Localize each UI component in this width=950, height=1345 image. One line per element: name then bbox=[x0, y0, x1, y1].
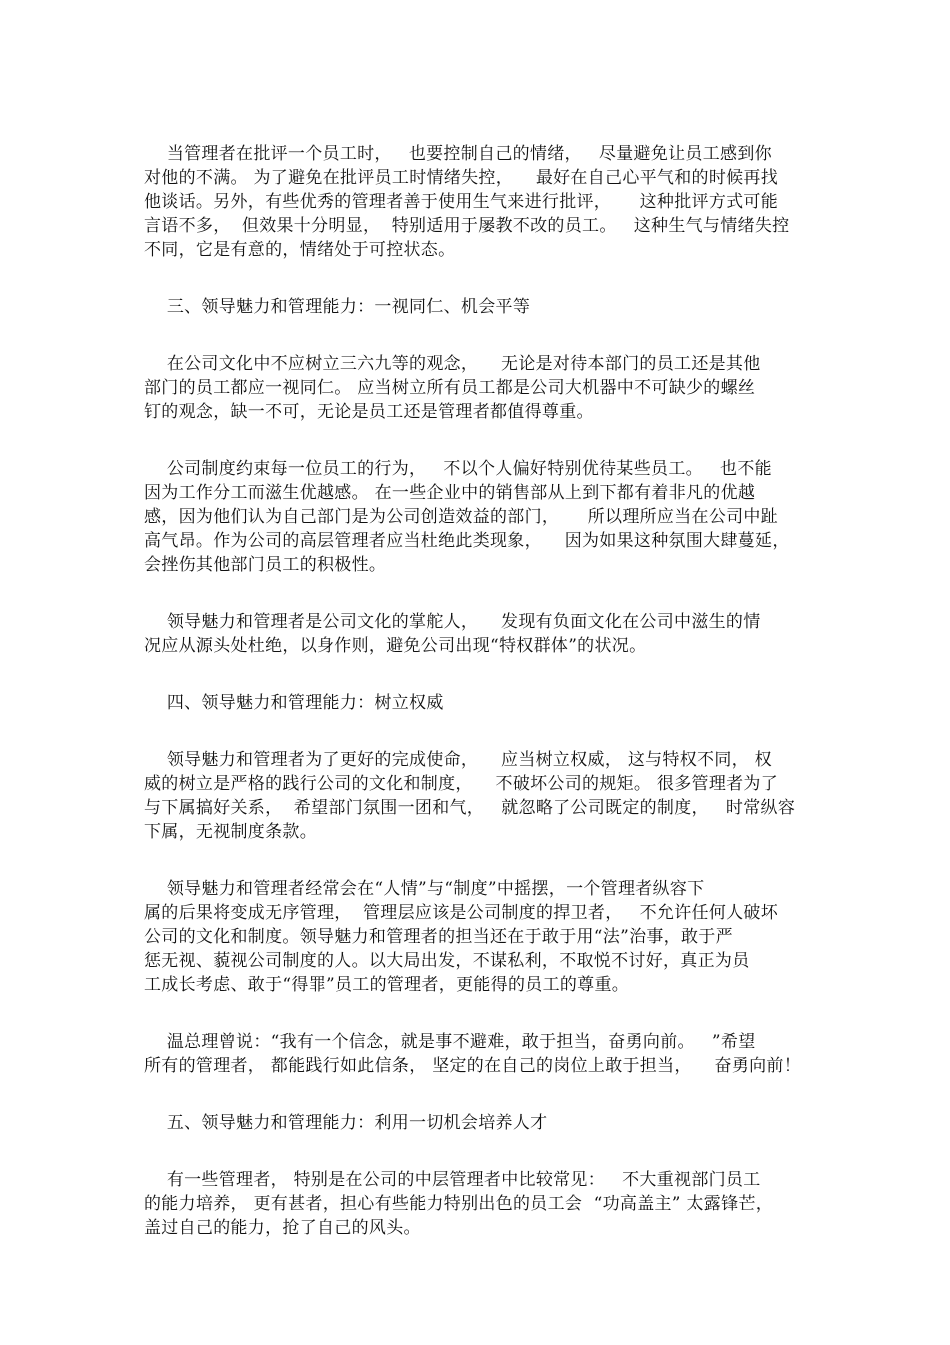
paragraph-line: 领导魅力和管理者是公司文化的掌舵人， 发现有负面文化在公司中滋生的情 bbox=[144, 612, 761, 632]
paragraph-gap bbox=[144, 844, 810, 877]
paragraph-line: 领导魅力和管理者为了更好的完成使命， 应当树立权威， 这与特权不同， 权 bbox=[144, 750, 772, 770]
paragraph-6 bbox=[144, 877, 810, 997]
paragraph-8 bbox=[144, 1168, 810, 1240]
paragraph-line: 当管理者在批评一个员工时， 也要控制自己的情绪， 尽量避免让员工感到你 bbox=[144, 144, 772, 164]
paragraph-line: 与下属搞好关系， 希望部门氛围一团和气， 就忽略了公司既定的制度， 时常纵容 bbox=[144, 798, 796, 818]
section-heading-3: 三、领导魅力和管理能力：一视同仁、机会平等 bbox=[144, 297, 531, 317]
paragraph-gap bbox=[144, 577, 810, 610]
paragraph-line: 盖过自己的能力，抢了自己的风头。 bbox=[144, 1218, 421, 1238]
paragraph-line: 高气昂。作为公司的高层管理者应当杜绝此类现象， 因为如果这种氛围大肆蔓延， bbox=[144, 531, 790, 551]
paragraph-line: 言语不多， 但效果十分明显， 特别适用于屡教不改的员工。 这种生气与情绪失控 bbox=[144, 216, 790, 236]
paragraph-gap bbox=[144, 997, 810, 1030]
paragraph-line: 况应从源头处杜绝，以身作则，避免公司出现“特权群体”的状况。 bbox=[144, 636, 647, 656]
paragraph-4 bbox=[144, 610, 810, 658]
paragraph-gap bbox=[144, 658, 810, 691]
paragraph-line: 下属，无视制度条款。 bbox=[144, 822, 317, 842]
paragraph-5 bbox=[144, 748, 810, 844]
paragraph-line: 他谈话。另外，有些优秀的管理者善于使用生气来进行批评， 这种批评方式可能 bbox=[144, 192, 779, 212]
paragraph-line: 温总理曾说：“我有一个信念，就是事不避难，敢于担当，奋勇向前。 ”希望 bbox=[144, 1032, 756, 1052]
paragraph-gap bbox=[144, 424, 810, 457]
paragraph-gap bbox=[144, 262, 810, 295]
paragraph-line: 因为工作分工而滋生优越感。 在一些企业中的销售部从上到下都有着非凡的优越 bbox=[144, 483, 756, 503]
paragraph-line: 惩无视、藐视公司制度的人。以大局出发，不谋私利，不取悦不讨好，真正为员 bbox=[144, 951, 750, 971]
paragraph-line: 不同，它是有意的，情绪处于可控状态。 bbox=[144, 240, 456, 260]
paragraph-line: 领导魅力和管理者经常会在“人情”与“制度”中摇摆，一个管理者纵容下 bbox=[144, 879, 705, 899]
paragraph-2 bbox=[144, 352, 810, 424]
paragraph-gap bbox=[144, 319, 810, 352]
paragraph-line: 公司的文化和制度。领导魅力和管理者的担当还在于敢于用“法”治事，敢于严 bbox=[144, 927, 733, 947]
section-heading-5: 五、领导魅力和管理能力：利用一切机会培养人才 bbox=[144, 1113, 548, 1133]
paragraph-line: 对他的不满。 为了避免在批评员工时情绪失控， 最好在自己心平气和的时候再找 bbox=[144, 168, 779, 188]
paragraph-gap bbox=[144, 1078, 810, 1111]
paragraph-line: 属的后果将变成无序管理， 管理层应该是公司制度的捍卫者， 不允许任何人破坏 bbox=[144, 903, 779, 923]
paragraph-line: 在公司文化中不应树立三六九等的观念， 无论是对待本部门的员工还是其他 bbox=[144, 354, 761, 374]
paragraph-gap bbox=[144, 1135, 810, 1168]
paragraph-line: 部门的员工都应一视同仁。 应当树立所有员工都是公司大机器中不可缺少的螺丝 bbox=[144, 378, 756, 398]
paragraph-line: 公司制度约束每一位员工的行为， 不以个人偏好特别优待某些员工。 也不能 bbox=[144, 459, 772, 479]
paragraph-1 bbox=[144, 142, 810, 262]
document-page bbox=[144, 142, 810, 1240]
paragraph-line: 的能力培养， 更有甚者，担心有些能力特别出色的员工会 “功高盖主” 太露锋芒， bbox=[144, 1194, 773, 1214]
paragraph-line: 钉的观念，缺一不可，无论是员工还是管理者都值得尊重。 bbox=[144, 402, 594, 422]
paragraph-gap bbox=[144, 715, 810, 748]
section-heading-4: 四、领导魅力和管理能力：树立权威 bbox=[144, 693, 444, 713]
paragraph-line: 会挫伤其他部门员工的积极性。 bbox=[144, 555, 387, 575]
paragraph-line: 工成长考虑、敢于“得罪”员工的管理者，更能得的员工的尊重。 bbox=[144, 975, 630, 995]
paragraph-line: 感，因为他们认为自己部门是为公司创造效益的部门， 所以理所应当在公司中趾 bbox=[144, 507, 779, 527]
paragraph-7 bbox=[144, 1030, 810, 1078]
paragraph-3 bbox=[144, 457, 810, 577]
paragraph-line: 所有的管理者， 都能践行如此信条， 坚定的在自己的岗位上敢于担当， 奋勇向前！ bbox=[144, 1056, 802, 1076]
paragraph-line: 有一些管理者， 特别是在公司的中层管理者中比较常见： 不大重视部门员工 bbox=[144, 1170, 761, 1190]
paragraph-line: 威的树立是严格的践行公司的文化和制度， 不破坏公司的规矩。 很多管理者为了 bbox=[144, 774, 779, 794]
